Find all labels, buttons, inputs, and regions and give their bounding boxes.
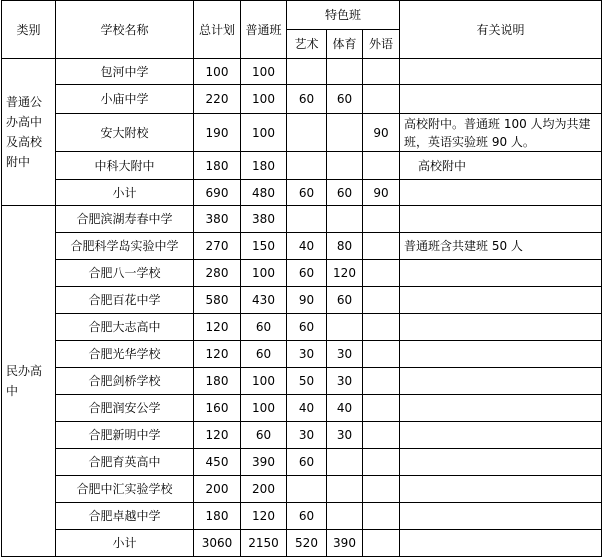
sports-cell: 60 [327, 85, 363, 114]
sports-cell: 60 [327, 287, 363, 314]
art-cell: 60 [287, 503, 327, 530]
note-cell [400, 368, 602, 395]
art-cell [287, 152, 327, 180]
sports-cell [327, 449, 363, 476]
sports-cell [327, 503, 363, 530]
lang-cell [363, 476, 400, 503]
header-special-class: 特色班 [287, 1, 400, 30]
lang-cell [363, 233, 400, 260]
regular-cell: 200 [241, 476, 287, 503]
school-name: 包河中学 [56, 59, 194, 85]
lang-cell [363, 314, 400, 341]
lang-cell [363, 206, 400, 233]
lang-cell [363, 503, 400, 530]
total-cell: 190 [194, 114, 241, 152]
header-art: 艺术 [287, 30, 327, 59]
subtotal-lang [363, 530, 400, 557]
table-row [2, 233, 602, 260]
regular-cell: 180 [241, 152, 287, 180]
school-name: 合肥百花中学 [56, 287, 194, 314]
lang-cell [363, 260, 400, 287]
sports-cell: 120 [327, 260, 363, 287]
school-name: 安大附校 [56, 114, 194, 152]
category-public: 普通公办高中及高校附中 [2, 59, 56, 206]
sports-cell: 80 [327, 233, 363, 260]
header-category: 类别 [2, 1, 56, 59]
note-cell [400, 180, 602, 206]
table-row [2, 287, 602, 314]
total-cell: 180 [194, 152, 241, 180]
subtotal-row [2, 530, 602, 557]
lang-cell [363, 449, 400, 476]
sports-cell: 40 [327, 395, 363, 422]
school-name: 合肥科学岛实验中学 [56, 233, 194, 260]
regular-cell: 100 [241, 260, 287, 287]
art-cell [287, 114, 327, 152]
regular-cell: 390 [241, 449, 287, 476]
note-cell [400, 59, 602, 85]
table-row [2, 59, 602, 85]
lang-cell [363, 287, 400, 314]
total-cell: 180 [194, 503, 241, 530]
regular-cell: 100 [241, 114, 287, 152]
note-cell [400, 260, 602, 287]
note-cell [400, 503, 602, 530]
school-name: 合肥润安公学 [56, 395, 194, 422]
table-row [2, 152, 602, 180]
table-row [2, 314, 602, 341]
art-cell: 60 [287, 85, 327, 114]
subtotal-total: 690 [194, 180, 241, 206]
art-cell: 60 [287, 449, 327, 476]
art-cell [287, 59, 327, 85]
note-cell [400, 287, 602, 314]
subtotal-regular: 480 [241, 180, 287, 206]
lang-cell [363, 59, 400, 85]
art-cell: 30 [287, 341, 327, 368]
regular-cell: 100 [241, 59, 287, 85]
total-cell: 380 [194, 206, 241, 233]
note-cell [400, 395, 602, 422]
total-cell: 200 [194, 476, 241, 503]
table-row [2, 395, 602, 422]
note-cell [400, 341, 602, 368]
art-cell: 50 [287, 368, 327, 395]
art-cell [287, 476, 327, 503]
subtotal-sports: 60 [327, 180, 363, 206]
lang-cell [363, 85, 400, 114]
school-name: 合肥光华学校 [56, 341, 194, 368]
note-cell [400, 206, 602, 233]
regular-cell: 100 [241, 368, 287, 395]
table-row [2, 449, 602, 476]
note-cell [400, 530, 602, 557]
sports-cell [327, 152, 363, 180]
school-name: 中科大附中 [56, 152, 194, 180]
sports-cell [327, 206, 363, 233]
sports-cell: 30 [327, 341, 363, 368]
total-cell: 220 [194, 85, 241, 114]
lang-cell [363, 341, 400, 368]
school-name: 合肥卓越中学 [56, 503, 194, 530]
note-cell [400, 476, 602, 503]
subtotal-art: 60 [287, 180, 327, 206]
total-cell: 120 [194, 314, 241, 341]
school-name: 小庙中学 [56, 85, 194, 114]
sports-cell: 30 [327, 368, 363, 395]
sports-cell: 30 [327, 422, 363, 449]
subtotal-total: 3060 [194, 530, 241, 557]
lang-cell: 90 [363, 114, 400, 152]
regular-cell: 430 [241, 287, 287, 314]
table-row [2, 114, 602, 152]
note-cell [400, 449, 602, 476]
subtotal-label: 小计 [56, 180, 194, 206]
regular-cell: 100 [241, 395, 287, 422]
note-cell [400, 422, 602, 449]
header-notes: 有关说明 [400, 1, 602, 59]
header-school-name: 学校名称 [56, 1, 194, 59]
regular-cell: 120 [241, 503, 287, 530]
total-cell: 100 [194, 59, 241, 85]
total-cell: 450 [194, 449, 241, 476]
total-cell: 270 [194, 233, 241, 260]
total-cell: 120 [194, 341, 241, 368]
lang-cell [363, 422, 400, 449]
sports-cell [327, 476, 363, 503]
table-row [2, 206, 602, 233]
total-cell: 180 [194, 368, 241, 395]
art-cell: 30 [287, 422, 327, 449]
note-cell: 普通班含共建班 50 人 [400, 233, 602, 260]
school-name: 合肥八一学校 [56, 260, 194, 287]
regular-cell: 60 [241, 314, 287, 341]
school-name: 合肥新明中学 [56, 422, 194, 449]
regular-cell: 60 [241, 422, 287, 449]
lang-cell [363, 152, 400, 180]
table-row [2, 476, 602, 503]
header-total-plan: 总计划 [194, 1, 241, 59]
enrollment-plan-table [1, 0, 602, 557]
art-cell: 60 [287, 260, 327, 287]
total-cell: 120 [194, 422, 241, 449]
art-cell: 60 [287, 314, 327, 341]
regular-cell: 380 [241, 206, 287, 233]
total-cell: 160 [194, 395, 241, 422]
note-cell: 高校附中 [400, 152, 602, 180]
note-cell [400, 314, 602, 341]
school-name: 合肥育英高中 [56, 449, 194, 476]
school-name: 合肥中汇实验学校 [56, 476, 194, 503]
table-row [2, 341, 602, 368]
subtotal-lang: 90 [363, 180, 400, 206]
lang-cell [363, 395, 400, 422]
header-regular-class: 普通班 [241, 1, 287, 59]
header-row-1 [2, 1, 602, 30]
subtotal-regular: 2150 [241, 530, 287, 557]
subtotal-art: 520 [287, 530, 327, 557]
regular-cell: 150 [241, 233, 287, 260]
note-cell [400, 85, 602, 114]
subtotal-label: 小计 [56, 530, 194, 557]
school-name: 合肥大志高中 [56, 314, 194, 341]
table-row [2, 422, 602, 449]
header-foreign-lang: 外语 [363, 30, 400, 59]
sports-cell [327, 314, 363, 341]
regular-cell: 100 [241, 85, 287, 114]
category-private: 民办高中 [2, 206, 56, 557]
table-row [2, 260, 602, 287]
school-name: 合肥滨湖寿春中学 [56, 206, 194, 233]
total-cell: 280 [194, 260, 241, 287]
sports-cell [327, 114, 363, 152]
art-cell [287, 206, 327, 233]
table-row [2, 85, 602, 114]
total-cell: 580 [194, 287, 241, 314]
regular-cell: 60 [241, 341, 287, 368]
art-cell: 40 [287, 395, 327, 422]
table-row [2, 503, 602, 530]
lang-cell [363, 368, 400, 395]
art-cell: 40 [287, 233, 327, 260]
header-sports: 体育 [327, 30, 363, 59]
school-name: 合肥剑桥学校 [56, 368, 194, 395]
table-row [2, 368, 602, 395]
subtotal-sports: 390 [327, 530, 363, 557]
sports-cell [327, 59, 363, 85]
note-cell: 高校附中。普通班 100 人均为共建班，英语实验班 90 人。 [400, 114, 602, 152]
art-cell: 90 [287, 287, 327, 314]
subtotal-row [2, 180, 602, 206]
